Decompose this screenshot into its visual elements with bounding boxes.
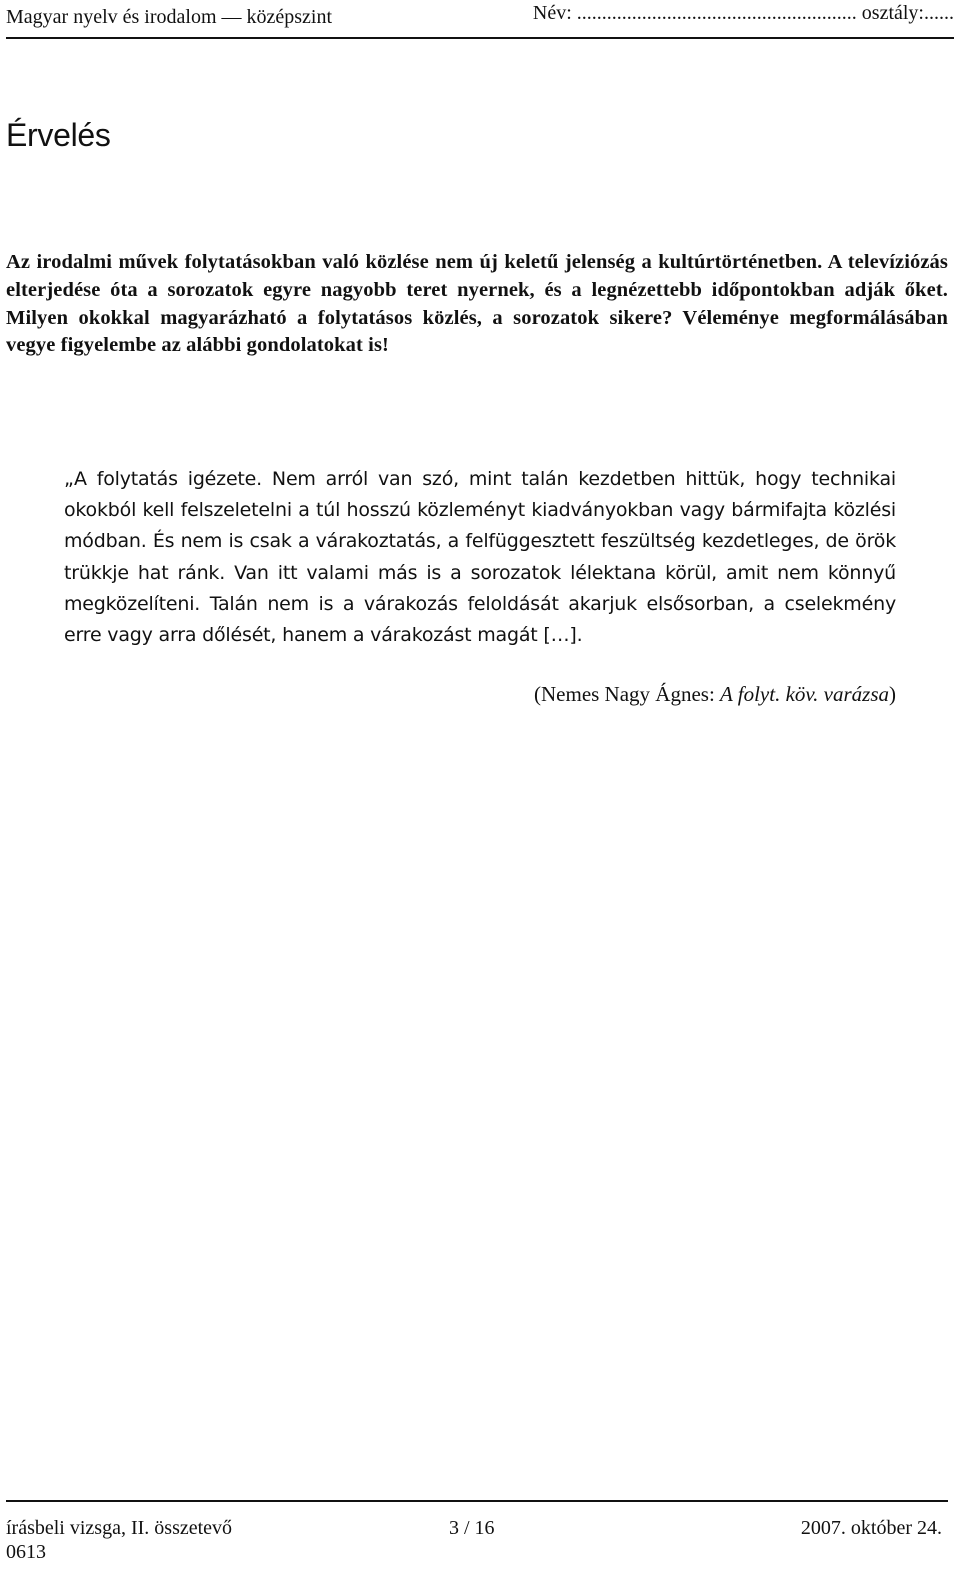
- footer-page-number: 3 / 16: [449, 1517, 495, 1539]
- footer-exam: írásbeli vizsga, II. összetevő: [6, 1517, 233, 1539]
- quote-body: Nem arról van szó, mint talán kezdetben hittük, hogy technikai okokból kell felszeletelni a túl hosszú közleményt kiadványokban vagy bármifajta közlési módban. És nem is csak a várakoztatás, a felfüggesztett feszültség kezdetleges, de örök trükkje hat ránk. Van itt valami más is a sorozatok lélektana körül, amit nem könnyű megközelíteni. Talán nem is a várakozás feloldását akarjuk elsősorban, a cselekmény erre vagy arra dőlését, hanem a várakozást magát […].: [64, 468, 896, 647]
- footer-date: 2007. október 24.: [800, 1517, 942, 1539]
- footer-code: 0613: [6, 1541, 46, 1563]
- header-name-class: Név: ........................................................ osztály:......: [532, 2, 954, 24]
- citation-title: A folyt. köv. varázsa: [720, 682, 889, 706]
- task-prompt: Az irodalmi művek folytatásokban való közlése nem új keletű jelenség a kultúrtörténetben. A televíziózás elterjedése óta a sorozatok egyre nagyobb teret nyernek, és a legnézettebb időpontokban adják őket. Milyen okokkal magyarázható a folytatásos közlés, a sorozatok sikere? Véleménye megformálásában vegye figyelembe az alábbi gondolatokat is!: [6, 251, 948, 357]
- citation-author: (Nemes Nagy Ágnes:: [534, 682, 715, 706]
- header-rule: [6, 37, 954, 39]
- quote-intro: „A folytatás igézete.: [64, 468, 263, 490]
- quote-block: [64, 464, 896, 651]
- page-header: [6, 0, 954, 40]
- section-title: Érvelés: [6, 117, 111, 153]
- header-subject: Magyar nyelv és irodalom — középszint: [6, 6, 333, 28]
- citation-close: ): [889, 682, 896, 706]
- footer-rule: [6, 1500, 948, 1502]
- quote-citation: [534, 682, 896, 707]
- page-footer: [6, 1500, 948, 1585]
